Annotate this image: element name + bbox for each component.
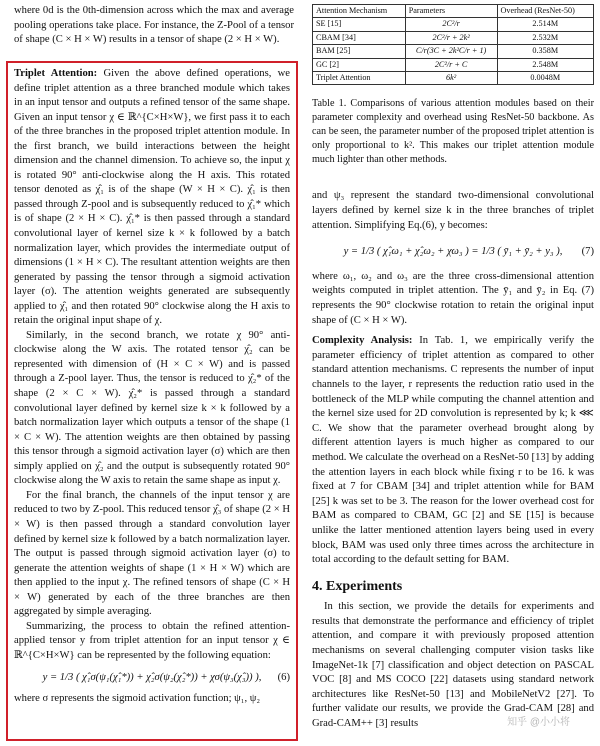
table-row [313, 58, 594, 71]
attention-comparison-table [312, 4, 594, 85]
equation-6-number: (6) [277, 672, 290, 684]
table-cell-mechanism: GC [2] [313, 58, 406, 71]
table-row [313, 45, 594, 58]
omega-definition-paragraph: where ω₁, ω₂ and ω₃ are the three cross-dimensional attention weights computed in triplet attention. The ȳ₁ and ȳ₂ in Eq. (7) represents the 90° clockwise rotation to retain the original input shape of (C × H × W). [312, 270, 594, 326]
table-cell-mechanism: SE [15] [313, 18, 406, 31]
second-branch-paragraph: Similarly, in the second branch, we rotate χ 90° anti-clockwise along the W axis. The rotated tensor χ̂₂ can be represented with dimension of (H × C × W) and is passed through a Z-pool layer. Thus, the tensor is reduced to χ̂₂* of the shape (2 × C × W). χ̂₂* is passed through a standard convolutional layer defined by kernel size k × k followed by a batch normalization layer which outputs a tensor of the shape (1 × C × W). The attention weights are then obtained by passing this tensor through a sigmoid activation layer (σ) which are then simply applied on χ̂₂ and the output is subsequently rotated 90° clockwise along the W axis to retain the same shape as input χ. [14, 329, 290, 487]
complexity-heading: Complexity Analysis: [312, 335, 413, 347]
table-cell-mechanism: CBAM [34] [313, 31, 406, 44]
triplet-attention-heading: Triplet Attention: [14, 68, 98, 79]
table-caption: Table 1. Comparisons of various attention modules based on their parameter complexity and overhead using ResNet-50 backbone. As can be seen, the parameter number of the proposed triplet attention is only proportional to k². This makes our triplet attention module much lighter than other methods. [312, 98, 594, 166]
psi-definition-paragraph: and ψ₃ represent the standard two-dimensional convolutional layers defined by kernel size k in the three branches of triplet attention. Simplifying Eq.(6), y becomes: [312, 190, 594, 231]
table-header: Overhead (ResNet-50) [497, 5, 594, 18]
table-cell-mechanism: Triplet Attention [313, 72, 406, 85]
intro-paragraph: where 0d is the 0th-dimension across which the max and average pooling operations take place. For instance, the Z-Pool of a tensor of shape (C × H × W) results in a tensor of shape (2 × H × W). [14, 5, 294, 46]
complexity-text: In Tab. 1, we empirically verify the parameter efficiency of triplet attention as compared to other standard attention mechanisms. C represents the number of input channels to the layer, r represents the reduction ratio used in the bottleneck of the MLP while computing the channel attention and the kernel size used for 2D convolution is represented by k; k ⋘ C. We show that the parameter overhead brought along by different attention layers is much higher as compared to our method. We calculate the overhead on a ResNet-50 [13] by adding the attention layers in each block while fixing r to be 16. k was fixed at 7 for CBAM [34] and triplet attention while for BAM [25] k was set to be 3. The reason for the lower overhead cost for BAM as compared to CBAM, GC [2] and SE [15] is because unlike the latter mentioned attention layers being used in every block, BAM was used only three times across the architecture in total according to the default setting for BAM. [312, 335, 594, 566]
table-row [313, 72, 594, 85]
para1-text: Given the above defined operations, we define triplet attention as a three branched module which takes in an input tensor and outputs a refined tensor of the same shape. Given an input tensor χ ∈ ℝ^{C×H×W}, we first pass it to each of the three branches in the proposed triplet attention module. In the first branch, we build interactions between the height dimension and the channel dimension. To achieve so, the input χ is rotated 90° anti-clockwise along the H axis. This rotated tensor denoted as χ̂₁ is of the shape (W × H × C). χ̂₁ is then passed through Z-pool and is subsequently reduced to χ̂₁* which is of shape (2 × H × C). χ̂₁* is then passed through a standard convolutional layer of kernel size k × k followed by a batch normalization layer, which provides the intermediate output of dimensions (1 × H × C). The resultant attention weights are then generated by passing the tensor through a sigmoid activation layer (σ). The attention weights generated are subsequently applied to χ̂₁ and then rotated 90° clockwise along the H axis to retain the original input shape of χ. [14, 68, 291, 327]
equation-7 [312, 245, 594, 260]
equation-7-number: (7) [581, 246, 594, 258]
table-cell-overhead: 2.514M [497, 18, 594, 31]
table-cell-overhead: 2.532M [497, 31, 594, 44]
table-header: Parameters [405, 5, 497, 18]
table-cell-parameters: 2C²/r + C [405, 58, 497, 71]
table-cell-parameters: 6k² [405, 72, 497, 85]
summary-paragraph: Summarizing, the process to obtain the refined attention-applied tensor y from triplet attention for an input tensor χ ∈ ℝ^{C×H×W} can be represented by the following equation: [14, 620, 290, 661]
equation-7-body: y = 1/3 ( χ̂₁ω₁ + χ̂₂ω₂ + χω₃ ) = 1/3 ( ȳ₁ + ȳ₂ + y₃ ), [343, 246, 563, 258]
complexity-paragraph [312, 334, 594, 568]
third-branch-paragraph: For the final branch, the channels of the input tensor χ are reduced to two by Z-pool. This reduced tensor χ̂₃ of shape (2 × H × W) is then passed through a standard convolution layer defined by kernel size k followed by a batch normalization layer. The output is passed through sigmoid activation layer (σ) to generate the attention weights of shape (1 × H × W) which are then applied to the input χ. The refined tensors of shape (C × H × W) generated by each of the three branches are then aggregated by simple averaging. [14, 489, 291, 618]
right-column [312, 0, 594, 732]
table-cell-overhead: 0.358M [497, 45, 594, 58]
equation-6 [14, 671, 290, 686]
experiments-paragraph: In this section, we provide the details for experiments and results that demonstrate the performance and efficiency of triplet attention, and compare it with previously proposed attention mechanisms on several challenging computer vision tasks like ImageNet-1k [7] classification and object detection on PASCAL VOC [8] and MS COCO [22] datasets using standard network architectures like ResNet-50 [13] and MobileNetV2 [27]. To further validate our results, we provide the Grad-CAM [28] and Grad-CAM++ [3] results [312, 601, 594, 730]
equation-6-body: y = 1/3 ( χ̂₁σ(ψ₁(χ̂₁*)) + χ̂₂σ(ψ₂(χ̂₂*)) + χσ(ψ₃(χ̂₃)) ), [42, 672, 262, 684]
table-cell-overhead: 0.0048M [497, 72, 594, 85]
table-row [313, 31, 594, 44]
table-row [313, 18, 594, 31]
table-cell-parameters: C/r(3C + 2k²C/r + 1) [405, 45, 497, 58]
table-cell-mechanism: BAM [25] [313, 45, 406, 58]
table-header-row [313, 5, 594, 18]
sigma-definition: where σ represents the sigmoid activation function; ψ₁, ψ₂ [14, 692, 261, 704]
table-cell-parameters: 2C²/r + 2k² [405, 31, 497, 44]
triplet-attention-paragraph [14, 67, 290, 329]
watermark: 知乎 @小小将 [507, 717, 570, 728]
table-cell-parameters: 2C²/r [405, 18, 497, 31]
section-heading-experiments: 4. Experiments [312, 578, 403, 594]
table-cell-overhead: 2.548M [497, 58, 594, 71]
triplet-attention-highlight-box [6, 61, 298, 741]
table-header: Attention Mechanism [313, 5, 406, 18]
left-column-top [6, 4, 298, 48]
